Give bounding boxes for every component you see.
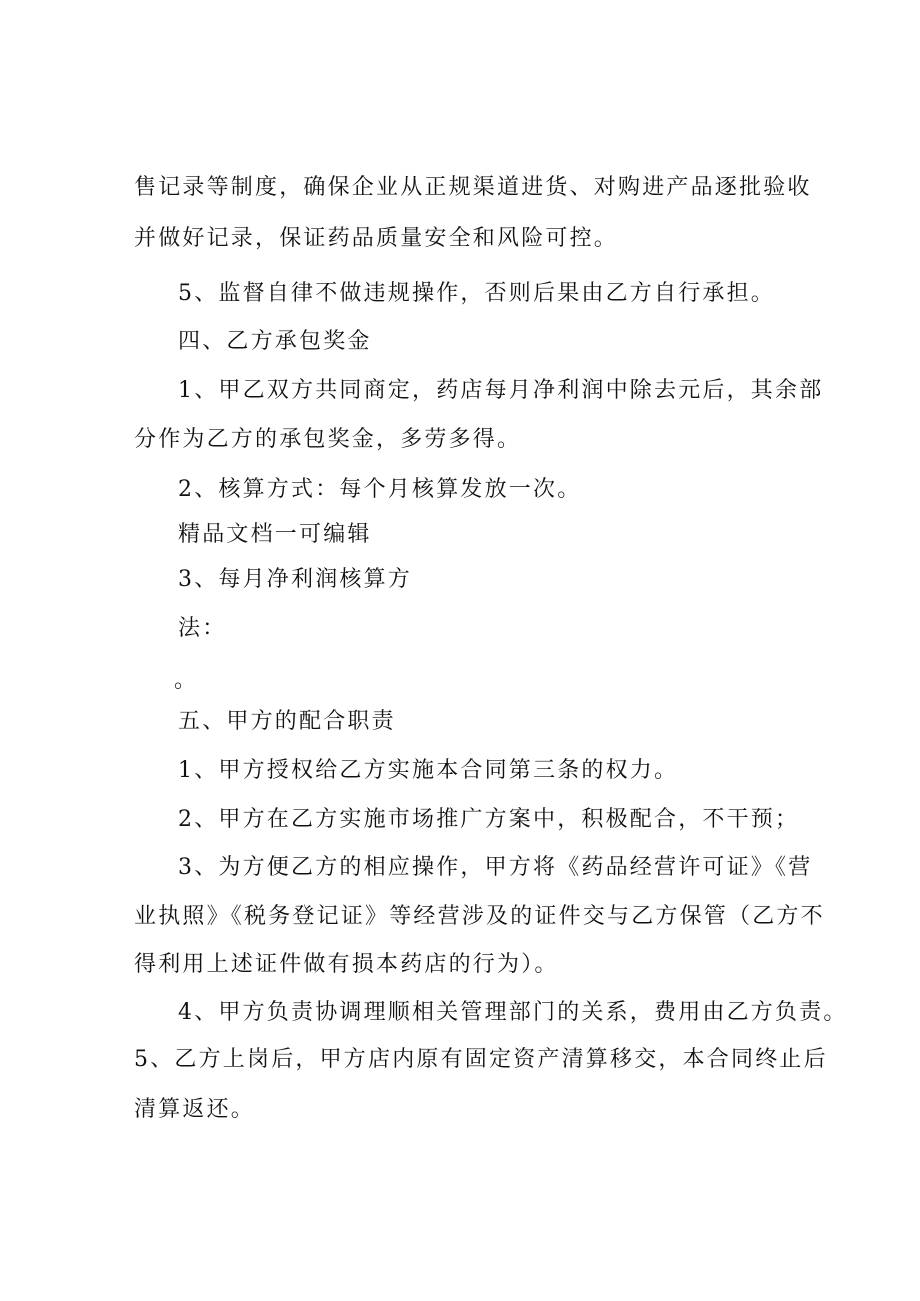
text-line-9: 3、每月净利润核算方	[178, 567, 412, 592]
text-line-1: 售记录等制度，确保企业从正规渠道进货、对购进产品逐批验收	[134, 175, 812, 200]
section-heading-4: 四、乙方承包奖金	[178, 329, 372, 354]
text-line-20: 清算返还。	[134, 1097, 256, 1122]
text-line-5: 1、甲乙双方共同商定，药店每月净利润中除去元后，其余部	[178, 378, 824, 403]
text-line-6: 分作为乙方的承包奖金，多劳多得。	[134, 427, 522, 452]
text-line-18: 4、甲方负责协调理顺相关管理部门的关系，费用由乙方负责。	[178, 1000, 848, 1025]
text-line-11: 。	[174, 668, 199, 693]
watermark-line: 精品文档一可编辑	[178, 522, 372, 547]
text-line-14: 2、甲方在乙方实施市场推广方案中，积极配合，不干预；	[178, 807, 800, 832]
text-line-3: 5、监督自律不做违规操作，否则后果由乙方自行承担。	[178, 281, 775, 306]
text-line-7: 2、核算方式：每个月核算发放一次。	[178, 477, 582, 502]
text-line-16: 业执照》《税务登记证》等经营涉及的证件交与乙方保管（乙方不	[134, 904, 825, 929]
text-line-19: 5、乙方上岗后，甲方店内原有固定资产清算移交，本合同终止后	[134, 1047, 828, 1072]
text-line-17: 得利用上述证件做有损本药店的行为）。	[134, 952, 559, 977]
text-line-10: 法：	[178, 616, 227, 641]
text-line-2: 并做好记录，保证药品质量安全和风险可控。	[134, 226, 619, 251]
text-line-13: 1、甲方授权给乙方实施本合同第三条的权力。	[178, 758, 679, 783]
section-heading-5: 五、甲方的配合职责	[178, 709, 396, 734]
text-line-15: 3、为方便乙方的相应操作，甲方将《药品经营许可证》《营	[178, 855, 813, 880]
